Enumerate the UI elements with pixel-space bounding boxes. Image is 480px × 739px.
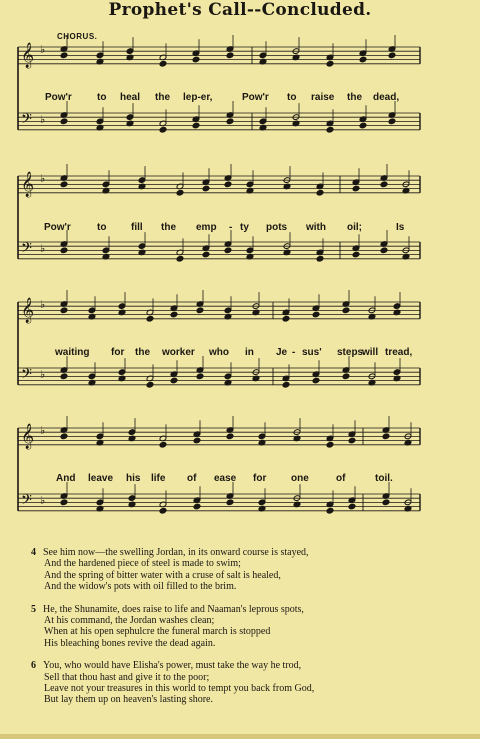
note-head	[192, 122, 200, 129]
lyric-word: raise	[311, 92, 335, 103]
lyric-word: Is	[396, 222, 405, 233]
clef-icon: ♭	[40, 43, 46, 56]
verse-4	[31, 547, 471, 593]
note-head	[312, 377, 320, 384]
lyric-word: worker	[162, 347, 195, 358]
note-head	[348, 437, 356, 444]
note-head	[170, 311, 178, 318]
lyric-word: sus'	[302, 347, 322, 358]
note-head	[226, 499, 234, 506]
note-head	[316, 255, 324, 262]
lyric-word: in	[245, 347, 254, 358]
lyric-word: pots	[266, 222, 288, 233]
lyric-word: lep-er,	[183, 92, 213, 103]
lyric-word: toil.	[375, 473, 393, 484]
lyric-word: to	[97, 92, 107, 103]
note-head	[60, 181, 68, 188]
note-head	[380, 247, 388, 254]
lyric-word: one	[291, 473, 309, 484]
note-head	[176, 189, 184, 196]
note-head	[193, 503, 201, 510]
clef-icon: 𝄢	[21, 111, 32, 131]
note-head	[316, 189, 324, 196]
note-head	[159, 126, 167, 133]
clef-icon: ♭	[40, 242, 46, 255]
verse-number: 5	[31, 603, 36, 615]
lyric-word: tread,	[385, 347, 413, 358]
clef-icon: ♭	[40, 113, 46, 126]
note-head	[382, 433, 390, 440]
clef-icon: ♭	[40, 172, 46, 185]
clef-icon: ♭	[40, 298, 46, 311]
note-head	[196, 373, 204, 380]
note-head	[282, 315, 290, 322]
note-head	[326, 60, 334, 67]
lyric-word: life	[151, 473, 166, 484]
note-head	[388, 118, 396, 125]
note-head	[388, 52, 396, 59]
lyric-word: leave	[88, 473, 114, 484]
lyric-word: of	[336, 473, 346, 484]
lyric-word: to	[287, 92, 297, 103]
note-head	[202, 251, 210, 258]
lyric-word: will	[362, 347, 379, 358]
note-head	[159, 507, 167, 514]
lyric-word: the	[135, 347, 150, 358]
verse-line: And the spring of bitter water with a cruse of salt is healed,	[44, 569, 281, 581]
verse-line: You, who would have Elisha's power, must take the way he trod,	[43, 660, 302, 672]
clef-icon: 𝄢	[21, 492, 32, 512]
note-head	[226, 433, 234, 440]
clef-icon: ♭	[40, 494, 46, 507]
verse-line: And the widow's pots with oil filled to the brim.	[44, 581, 237, 593]
note-head	[342, 373, 350, 380]
note-head	[146, 381, 154, 388]
lyric-word: with	[306, 222, 326, 233]
lyric-word: ty	[240, 222, 249, 233]
verse-6	[31, 660, 471, 706]
note-head	[60, 433, 68, 440]
note-head	[224, 247, 232, 254]
verse-line: His bleaching bones revive the dead again.	[44, 637, 216, 649]
lyric-word: Je	[276, 347, 288, 358]
note-head	[193, 437, 201, 444]
lyric-word: who	[209, 347, 229, 358]
verse-line: He, the Shunamite, does raise to life and Naaman's leprous spots,	[43, 603, 304, 615]
note-head	[380, 181, 388, 188]
verse-line: And the hardened piece of steel is made to swim;	[44, 558, 241, 570]
note-head	[170, 377, 178, 384]
lyric-word: Pow'r	[45, 92, 72, 103]
verse-line: When at his open sephulcre the funeral march is stopped	[44, 626, 271, 638]
lyric-word: oil;	[347, 222, 362, 233]
verse-line: Leave not your treasures in this world to tempt you back from God,	[44, 683, 315, 695]
clef-icon: 𝄢	[21, 240, 32, 260]
page-edge	[0, 734, 480, 739]
clef-icon: 𝄞	[21, 43, 35, 68]
note-head	[60, 373, 68, 380]
note-head	[146, 315, 154, 322]
note-head	[159, 60, 167, 67]
note-head	[192, 56, 200, 63]
lyric-word: Pow'r	[44, 222, 71, 233]
note-head	[326, 126, 334, 133]
note-head	[326, 441, 334, 448]
note-head	[60, 118, 68, 125]
clef-icon: 𝄞	[21, 172, 35, 197]
lyric-word: Pow'r	[242, 92, 269, 103]
clef-icon: 𝄞	[21, 424, 35, 449]
clef-icon: 𝄞	[21, 298, 35, 323]
chorus-label: CHORUS.	[57, 32, 98, 41]
lyric-word: the	[161, 222, 176, 233]
lyric-word: for	[111, 347, 125, 358]
lyric-word: heal	[120, 92, 141, 103]
note-head	[382, 499, 390, 506]
lyric-word: -	[229, 222, 233, 233]
clef-icon: 𝄢	[21, 366, 32, 386]
note-head	[282, 381, 290, 388]
note-head	[60, 52, 68, 59]
lyric-word: steps	[337, 347, 364, 358]
note-head	[359, 56, 367, 63]
lyric-word: fill	[131, 222, 143, 233]
note-head	[352, 185, 360, 192]
page-title: Prophet's Call--Concluded.	[108, 0, 372, 20]
note-head	[60, 307, 68, 314]
lyric-word: dead,	[373, 92, 400, 103]
clef-icon: ♭	[40, 424, 46, 437]
lyric-word: -	[292, 347, 296, 358]
verses-block	[31, 547, 471, 717]
lyric-word: the	[155, 92, 170, 103]
lyric-word: for	[253, 473, 267, 484]
lyric-word: emp	[196, 222, 217, 233]
note-head	[60, 499, 68, 506]
note-head	[226, 118, 234, 125]
note-head	[226, 52, 234, 59]
note-head	[352, 251, 360, 258]
verse-number: 4	[31, 547, 36, 558]
lyric-word: of	[187, 473, 197, 484]
lyric-word: ease	[214, 473, 237, 484]
note-head	[202, 185, 210, 192]
note-head	[196, 307, 204, 314]
note-head	[159, 441, 167, 448]
verse-line: But lay them up on heaven's lasting shore.	[44, 694, 213, 706]
clef-icon: ♭	[40, 368, 46, 381]
note-head	[224, 181, 232, 188]
note-head	[60, 247, 68, 254]
note-head	[359, 122, 367, 129]
verse-5	[31, 604, 471, 650]
note-head	[348, 503, 356, 510]
note-head	[326, 507, 334, 514]
note-head	[312, 311, 320, 318]
note-head	[176, 255, 184, 262]
lyric-word: And	[56, 473, 76, 484]
lyric-word: waiting	[55, 347, 90, 358]
verse-number: 6	[31, 660, 36, 672]
lyric-word: to	[97, 222, 107, 233]
lyric-word: the	[347, 92, 362, 103]
verse-line: Sell that thou hast and give it to the poor;	[44, 671, 210, 683]
verse-line: See him now—the swelling Jordan, in its onward course is stayed,	[43, 547, 309, 558]
lyric-word: his	[126, 473, 141, 484]
verse-line: At his command, the Jordan washes clean;	[44, 615, 215, 627]
note-head	[342, 307, 350, 314]
